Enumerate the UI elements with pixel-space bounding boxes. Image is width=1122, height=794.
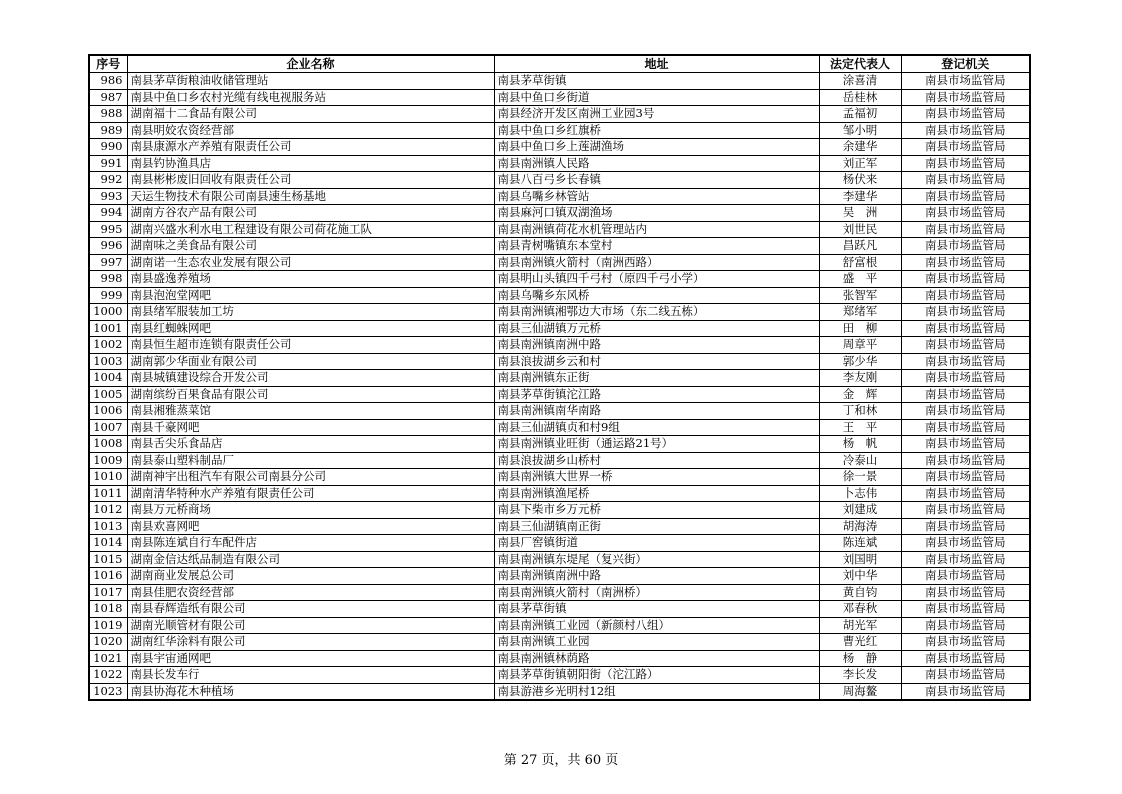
table-row: [89, 221, 1030, 238]
cell-address: 南县下柴市乡万元桥: [494, 502, 819, 519]
table-row: [89, 205, 1030, 222]
cell-legal-rep: 李长发: [819, 667, 901, 684]
cell-company-name: 南县湘雅蒸菜馆: [127, 403, 494, 420]
cell-address: 南县中鱼口乡上莲湖渔场: [494, 139, 819, 156]
table-row: [89, 353, 1030, 370]
cell-serial-no: 1020: [89, 634, 127, 651]
cell-company-name: 湖南诺一生态农业发展有限公司: [127, 254, 494, 271]
cell-registration-authority: 南县市场监管局: [901, 271, 1030, 288]
cell-address: 南县中鱼口乡红旗桥: [494, 122, 819, 139]
cell-company-name: 湖南金信达纸品制造有限公司: [127, 551, 494, 568]
cell-serial-no: 993: [89, 188, 127, 205]
cell-address: 南县南洲镇大世界一桥: [494, 469, 819, 486]
table-row: [89, 139, 1030, 156]
table-row: [89, 386, 1030, 403]
cell-address: 南县南洲镇南洲中路: [494, 568, 819, 585]
cell-company-name: 湖南商业发展总公司: [127, 568, 494, 585]
cell-company-name: 南县泰山塑料制品厂: [127, 452, 494, 469]
header-serial-no: 序号: [89, 55, 127, 73]
cell-serial-no: 1006: [89, 403, 127, 420]
table-row: [89, 89, 1030, 106]
cell-address: 南县南洲镇东正街: [494, 370, 819, 387]
table-row: [89, 403, 1030, 420]
cell-serial-no: 1001: [89, 320, 127, 337]
table-row: [89, 172, 1030, 189]
table-row: [89, 106, 1030, 123]
cell-serial-no: 1003: [89, 353, 127, 370]
cell-serial-no: 1017: [89, 584, 127, 601]
table-row: [89, 320, 1030, 337]
cell-legal-rep: 胡光军: [819, 617, 901, 634]
cell-legal-rep: 丁和林: [819, 403, 901, 420]
cell-serial-no: 1014: [89, 535, 127, 552]
cell-legal-rep: 杨伏来: [819, 172, 901, 189]
cell-registration-authority: 南县市场监管局: [901, 667, 1030, 684]
cell-company-name: 南县万元桥商场: [127, 502, 494, 519]
cell-legal-rep: 邹小明: [819, 122, 901, 139]
cell-company-name: 湖南兴盛水利水电工程建设有限公司荷花施工队: [127, 221, 494, 238]
table-header-row: [89, 55, 1030, 73]
cell-address: 南县南洲镇南洲中路: [494, 337, 819, 354]
cell-serial-no: 1023: [89, 683, 127, 700]
cell-registration-authority: 南县市场监管局: [901, 683, 1030, 700]
cell-legal-rep: 吴 洲: [819, 205, 901, 222]
cell-registration-authority: 南县市场监管局: [901, 122, 1030, 139]
cell-serial-no: 997: [89, 254, 127, 271]
cell-address: 南县南洲镇渔尾桥: [494, 485, 819, 502]
cell-registration-authority: 南县市场监管局: [901, 188, 1030, 205]
cell-registration-authority: 南县市场监管局: [901, 254, 1030, 271]
cell-registration-authority: 南县市场监管局: [901, 139, 1030, 156]
cell-registration-authority: 南县市场监管局: [901, 106, 1030, 123]
cell-address: 南县南洲镇人民路: [494, 155, 819, 172]
cell-legal-rep: 徐一景: [819, 469, 901, 486]
cell-legal-rep: 杨 静: [819, 650, 901, 667]
cell-serial-no: 1019: [89, 617, 127, 634]
cell-company-name: 南县盛逸养殖场: [127, 271, 494, 288]
cell-serial-no: 999: [89, 287, 127, 304]
table-row: [89, 617, 1030, 634]
cell-serial-no: 1002: [89, 337, 127, 354]
cell-registration-authority: 南县市场监管局: [901, 403, 1030, 420]
cell-serial-no: 987: [89, 89, 127, 106]
table-row: [89, 535, 1030, 552]
cell-company-name: 南县佳肥农资经营部: [127, 584, 494, 601]
cell-registration-authority: 南县市场监管局: [901, 89, 1030, 106]
cell-legal-rep: 杨 帆: [819, 436, 901, 453]
cell-address: 南县茅草街镇: [494, 601, 819, 618]
cell-address: 南县南洲镇南华南路: [494, 403, 819, 420]
cell-address: 南县南洲镇东堤尾（复兴街）: [494, 551, 819, 568]
cell-address: 南县青树嘴镇东本堂村: [494, 238, 819, 255]
table-row: [89, 122, 1030, 139]
cell-legal-rep: 刘国明: [819, 551, 901, 568]
cell-serial-no: 1011: [89, 485, 127, 502]
cell-registration-authority: 南县市场监管局: [901, 287, 1030, 304]
cell-address: 南县中鱼口乡街道: [494, 89, 819, 106]
cell-serial-no: 988: [89, 106, 127, 123]
cell-address: 南县南洲镇火箭村（南洲桥）: [494, 584, 819, 601]
cell-address: 南县三仙湖镇贞和村9组: [494, 419, 819, 436]
cell-address: 南县浪拔湖乡云和村: [494, 353, 819, 370]
cell-serial-no: 996: [89, 238, 127, 255]
cell-serial-no: 992: [89, 172, 127, 189]
cell-serial-no: 986: [89, 73, 127, 90]
cell-registration-authority: 南县市场监管局: [901, 617, 1030, 634]
cell-address: 南县乌嘴乡东风桥: [494, 287, 819, 304]
cell-registration-authority: 南县市场监管局: [901, 304, 1030, 321]
cell-company-name: 南县红蜘蛛网吧: [127, 320, 494, 337]
cell-registration-authority: 南县市场监管局: [901, 172, 1030, 189]
cell-legal-rep: 金 辉: [819, 386, 901, 403]
table-row: [89, 73, 1030, 90]
cell-address: 南县南洲镇林荫路: [494, 650, 819, 667]
cell-legal-rep: 刘正军: [819, 155, 901, 172]
cell-address: 南县南洲镇火箭村（南洲西路）: [494, 254, 819, 271]
cell-address: 南县南洲镇业旺街（通运路21号）: [494, 436, 819, 453]
cell-registration-authority: 南县市场监管局: [901, 238, 1030, 255]
cell-registration-authority: 南县市场监管局: [901, 419, 1030, 436]
cell-address: 南县南洲镇工业园（新颜村八组）: [494, 617, 819, 634]
cell-registration-authority: 南县市场监管局: [901, 535, 1030, 552]
cell-company-name: 湖南福十二食品有限公司: [127, 106, 494, 123]
cell-address: 南县茅草街镇朝阳街（沱江路）: [494, 667, 819, 684]
cell-company-name: 南县泡泡堂网吧: [127, 287, 494, 304]
cell-address: 南县南洲镇荷花水机管理站内: [494, 221, 819, 238]
cell-registration-authority: 南县市场监管局: [901, 469, 1030, 486]
cell-serial-no: 991: [89, 155, 127, 172]
cell-legal-rep: 黄自钧: [819, 584, 901, 601]
cell-legal-rep: 孟福初: [819, 106, 901, 123]
cell-company-name: 湖南味之美食品有限公司: [127, 238, 494, 255]
cell-address: 南县八百弓乡长春镇: [494, 172, 819, 189]
cell-company-name: 南县恒生超市连锁有限责任公司: [127, 337, 494, 354]
cell-serial-no: 1004: [89, 370, 127, 387]
cell-registration-authority: 南县市场监管局: [901, 518, 1030, 535]
cell-company-name: 湖南缤纷百果食品有限公司: [127, 386, 494, 403]
cell-address: 南县茅草街镇: [494, 73, 819, 90]
cell-company-name: 南县千豪网吧: [127, 419, 494, 436]
cell-company-name: 湖南清华特种水产养殖有限责任公司: [127, 485, 494, 502]
cell-legal-rep: 田 柳: [819, 320, 901, 337]
cell-legal-rep: 张智军: [819, 287, 901, 304]
table-row: [89, 188, 1030, 205]
cell-serial-no: 1010: [89, 469, 127, 486]
cell-legal-rep: 昌跃凡: [819, 238, 901, 255]
cell-serial-no: 989: [89, 122, 127, 139]
cell-legal-rep: 舒富根: [819, 254, 901, 271]
cell-registration-authority: 南县市场监管局: [901, 155, 1030, 172]
cell-legal-rep: 周章平: [819, 337, 901, 354]
cell-registration-authority: 南县市场监管局: [901, 601, 1030, 618]
cell-registration-authority: 南县市场监管局: [901, 568, 1030, 585]
cell-serial-no: 1009: [89, 452, 127, 469]
cell-company-name: 南县茅草街粮油收储管理站: [127, 73, 494, 90]
table-row: [89, 238, 1030, 255]
cell-registration-authority: 南县市场监管局: [901, 353, 1030, 370]
cell-legal-rep: 郑绪军: [819, 304, 901, 321]
table-row: [89, 568, 1030, 585]
cell-serial-no: 1005: [89, 386, 127, 403]
cell-legal-rep: 邓春秋: [819, 601, 901, 618]
cell-serial-no: 1008: [89, 436, 127, 453]
cell-registration-authority: 南县市场监管局: [901, 650, 1030, 667]
cell-company-name: 南县明姣农资经营部: [127, 122, 494, 139]
table-row: [89, 683, 1030, 700]
cell-company-name: 南县长发车行: [127, 667, 494, 684]
table-row: [89, 601, 1030, 618]
cell-serial-no: 995: [89, 221, 127, 238]
cell-company-name: 湖南红华涂料有限公司: [127, 634, 494, 651]
cell-company-name: 南县中鱼口乡农村光缆有线电视服务站: [127, 89, 494, 106]
cell-address: 南县三仙湖镇南正街: [494, 518, 819, 535]
cell-company-name: 湖南神宇出租汽车有限公司南县分公司: [127, 469, 494, 486]
cell-company-name: 南县城镇建设综合开发公司: [127, 370, 494, 387]
cell-legal-rep: 曹光红: [819, 634, 901, 651]
cell-registration-authority: 南县市场监管局: [901, 337, 1030, 354]
cell-serial-no: 990: [89, 139, 127, 156]
cell-company-name: 湖南郭少华面业有限公司: [127, 353, 494, 370]
table-row: [89, 254, 1030, 271]
cell-serial-no: 1012: [89, 502, 127, 519]
table-row: [89, 419, 1030, 436]
cell-registration-authority: 南县市场监管局: [901, 551, 1030, 568]
cell-company-name: 南县康源水产养殖有限责任公司: [127, 139, 494, 156]
table-row: [89, 271, 1030, 288]
table-row: [89, 304, 1030, 321]
cell-serial-no: 1022: [89, 667, 127, 684]
cell-serial-no: 1013: [89, 518, 127, 535]
cell-legal-rep: 郭少华: [819, 353, 901, 370]
table-row: [89, 551, 1030, 568]
table-body: [89, 73, 1030, 701]
cell-company-name: 南县彬彬废旧回收有限责任公司: [127, 172, 494, 189]
cell-registration-authority: 南县市场监管局: [901, 485, 1030, 502]
header-company-name: 企业名称: [127, 55, 494, 73]
cell-address: 南县乌嘴乡林管站: [494, 188, 819, 205]
cell-address: 南县茅草街镇沱江路: [494, 386, 819, 403]
cell-legal-rep: 冷泰山: [819, 452, 901, 469]
cell-legal-rep: 盛 平: [819, 271, 901, 288]
cell-company-name: 南县宇宙通网吧: [127, 650, 494, 667]
table-row: [89, 485, 1030, 502]
cell-serial-no: 1015: [89, 551, 127, 568]
cell-registration-authority: 南县市场监管局: [901, 320, 1030, 337]
cell-company-name: 南县欢喜网吧: [127, 518, 494, 535]
cell-serial-no: 1007: [89, 419, 127, 436]
cell-legal-rep: 卜志伟: [819, 485, 901, 502]
page-footer: 第 27 页，共 60 页: [503, 753, 619, 768]
cell-legal-rep: 胡海涛: [819, 518, 901, 535]
table-row: [89, 436, 1030, 453]
table-row: [89, 667, 1030, 684]
cell-address: 南县三仙湖镇万元桥: [494, 320, 819, 337]
cell-legal-rep: 刘世民: [819, 221, 901, 238]
header-registration-authority: 登记机关: [901, 55, 1030, 73]
cell-legal-rep: 王 平: [819, 419, 901, 436]
cell-registration-authority: 南县市场监管局: [901, 370, 1030, 387]
cell-company-name: 湖南方谷农产品有限公司: [127, 205, 494, 222]
cell-registration-authority: 南县市场监管局: [901, 452, 1030, 469]
table-row: [89, 370, 1030, 387]
table-row: [89, 452, 1030, 469]
cell-serial-no: 1018: [89, 601, 127, 618]
cell-address: 南县游港乡光明村12组: [494, 683, 819, 700]
cell-legal-rep: 涂喜清: [819, 73, 901, 90]
cell-legal-rep: 岳桂林: [819, 89, 901, 106]
cell-company-name: 南县春辉造纸有限公司: [127, 601, 494, 618]
cell-address: 南县麻河口镇双湖渔场: [494, 205, 819, 222]
cell-address: 南县南洲镇湘鄂边大市场（东二线五栋）: [494, 304, 819, 321]
cell-company-name: 南县协海花木种植场: [127, 683, 494, 700]
cell-legal-rep: 李友刚: [819, 370, 901, 387]
cell-legal-rep: 余建华: [819, 139, 901, 156]
cell-legal-rep: 刘中华: [819, 568, 901, 585]
cell-address: 南县浪拔湖乡山桥村: [494, 452, 819, 469]
table-row: [89, 634, 1030, 651]
cell-registration-authority: 南县市场监管局: [901, 584, 1030, 601]
cell-registration-authority: 南县市场监管局: [901, 221, 1030, 238]
table-row: [89, 469, 1030, 486]
header-legal-rep: 法定代表人: [819, 55, 901, 73]
cell-address: 南县明山头镇四千弓村（原四千弓小学）: [494, 271, 819, 288]
cell-serial-no: 998: [89, 271, 127, 288]
table-row: [89, 518, 1030, 535]
cell-address: 南县南洲镇工业园: [494, 634, 819, 651]
cell-serial-no: 1000: [89, 304, 127, 321]
cell-registration-authority: 南县市场监管局: [901, 205, 1030, 222]
cell-company-name: 天运生物技术有限公司南县速生杨基地: [127, 188, 494, 205]
cell-company-name: 南县绪军服装加工坊: [127, 304, 494, 321]
table-row: [89, 502, 1030, 519]
registry-table-container: [88, 54, 1029, 701]
cell-serial-no: 994: [89, 205, 127, 222]
cell-company-name: 南县舌尖乐食品店: [127, 436, 494, 453]
table-row: [89, 287, 1030, 304]
cell-legal-rep: 李建华: [819, 188, 901, 205]
cell-registration-authority: 南县市场监管局: [901, 502, 1030, 519]
cell-registration-authority: 南县市场监管局: [901, 73, 1030, 90]
table-row: [89, 155, 1030, 172]
registry-table: [88, 54, 1031, 701]
cell-legal-rep: 陈连斌: [819, 535, 901, 552]
cell-serial-no: 1016: [89, 568, 127, 585]
cell-registration-authority: 南县市场监管局: [901, 634, 1030, 651]
cell-address: 南县厂窖镇街道: [494, 535, 819, 552]
cell-registration-authority: 南县市场监管局: [901, 386, 1030, 403]
cell-legal-rep: 周海鳌: [819, 683, 901, 700]
cell-address: 南县经济开发区南洲工业园3号: [494, 106, 819, 123]
header-address: 地址: [494, 55, 819, 73]
table-row: [89, 650, 1030, 667]
table-row: [89, 584, 1030, 601]
cell-company-name: 南县钓协渔具店: [127, 155, 494, 172]
cell-legal-rep: 刘建成: [819, 502, 901, 519]
table-row: [89, 337, 1030, 354]
cell-serial-no: 1021: [89, 650, 127, 667]
cell-company-name: 湖南光顺管材有限公司: [127, 617, 494, 634]
cell-registration-authority: 南县市场监管局: [901, 436, 1030, 453]
cell-company-name: 南县陈连斌自行车配件店: [127, 535, 494, 552]
